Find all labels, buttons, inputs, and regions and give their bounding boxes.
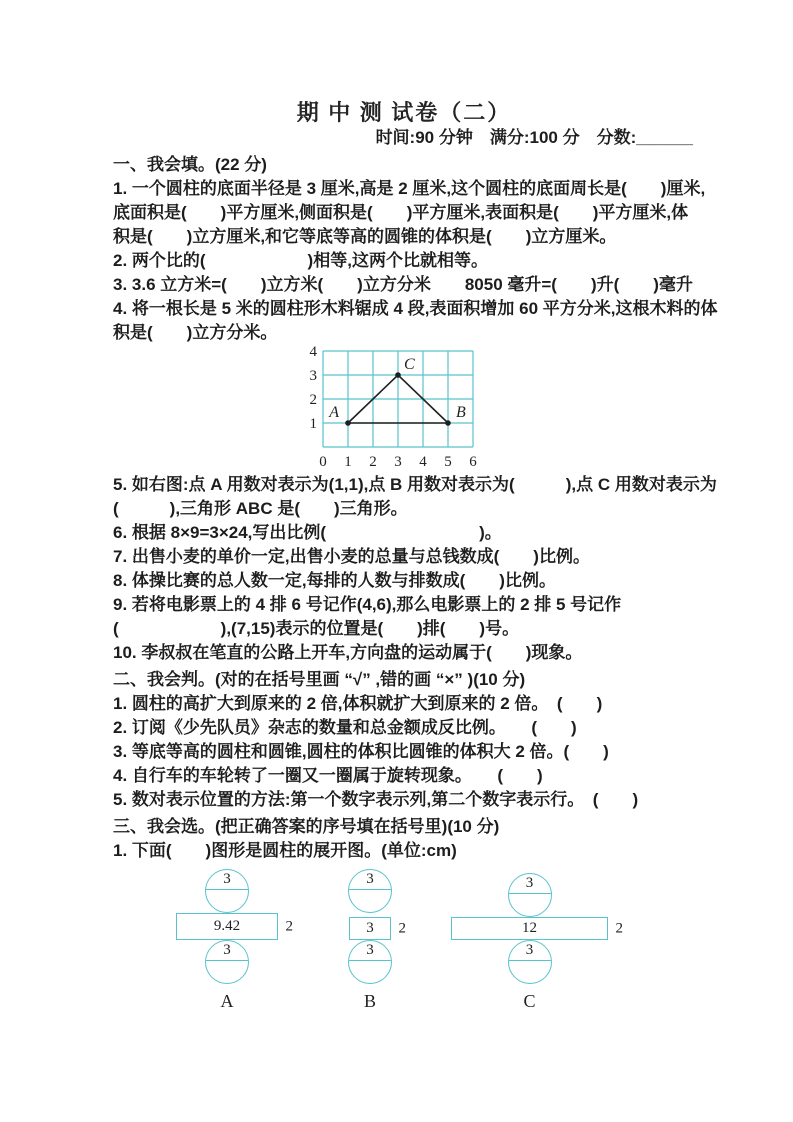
judge-4: 4. 自行车的车轮转了一圈又一圈属于旋转现象。 ( ) [113,766,543,785]
point-c-dot [395,372,401,378]
x-tick-4: 4 [419,454,427,470]
cylinder-net-option-c [450,873,623,1012]
option-b-lateral-rect [349,917,406,940]
cylinder-net-option-a [175,869,293,1012]
point-a-dot [345,420,351,426]
option-b-top-circle [348,869,392,913]
exam-meta-line: 时间:90 分钟 满分:100 分 分数:______ [375,128,693,147]
option-a-lateral-rect [176,913,293,940]
option-c-bottom-circle [508,940,552,984]
page-content [113,100,718,1014]
q9-line1: 9. 若将电影票上的 4 排 6 号记作(4,6),那么电影票上的 2 排 5 号记作 [113,595,622,614]
y-tick-2: 2 [309,392,317,408]
x-tick-1: 1 [344,454,352,470]
x-tick-0: 0 [319,454,327,470]
option-a-top-diameter-value: 3 [223,871,231,887]
q4-line1: 4. 将一根长是 5 米的圆柱形木料锯成 4 段,表面积增加 60 平方分米,这根木料的体 [113,299,718,318]
option-c-top-circle [508,873,552,917]
section1-heading: 一、我会填。(22 分) [113,155,267,174]
q1-line1: 1. 一个圆柱的底面半径是 3 厘米,高是 2 厘米,这个圆柱的底面周长是( )厘米, [113,179,706,198]
option-c-rect-value: 12 [522,920,537,936]
q8-line: 8. 体操比赛的总人数一定,每排的人数与排数成( )比例。 [113,571,556,590]
q4-line2: 积是( )立方分米。 [113,323,278,342]
choice-q1-line: 1. 下面( )图形是圆柱的展开图。(单位:cm) [113,841,457,860]
option-c-height-value: 2 [615,920,623,936]
section2-heading: 二、我会判。(对的在括号里画 “√” ,错的画 “×” )(10 分) [113,670,526,689]
option-b-letter: B [363,991,376,1011]
grid-lines [323,351,473,447]
section3-heading: 三、我会选。(把正确答案的序号填在括号里)(10 分) [113,817,500,836]
page-title: 期 中 测 试卷（二） [296,100,512,125]
diameter-line-icon [509,960,551,961]
y-tick-4: 4 [309,345,317,360]
option-c-lateral-rect [451,917,623,940]
coordinate-grid-figure [293,345,493,473]
diameter-line-icon [206,889,248,890]
q9-line2: ( ),(7,15)表示的位置是( )排( )号。 [113,619,520,638]
option-a-letter: A [220,991,234,1011]
q2-line: 2. 两个比的( )相等,这两个比就相等。 [113,251,488,270]
y-tick-3: 3 [309,368,317,384]
judge-3: 3. 等底等高的圆柱和圆锥,圆柱的体积比圆锥的体积大 2 倍。( ) [113,742,609,761]
y-tick-1: 1 [309,416,317,432]
option-c-top-diameter-value: 3 [525,875,534,891]
cylinder-net-options [113,869,695,1014]
point-b-label: B [456,404,466,421]
option-b-bottom-diameter-value: 3 [366,942,374,958]
x-tick-6: 6 [469,454,477,470]
q5-line1: 5. 如右图:点 A 用数对表示为(1,1),点 B 用数对表示为( ),点 C 用数对表示为 [113,475,717,494]
option-b-bottom-circle [348,940,392,984]
q3-line: 3. 3.6 立方米=( )立方米( )立方分米 8050 毫升=( )升( )毫升 [113,275,693,294]
option-a-height-value: 2 [285,918,293,934]
judge-1: 1. 圆柱的高扩大到原来的 2 倍,体积就扩大到原来的 2 倍。 ( ) [113,694,603,713]
diameter-line-icon [206,960,248,961]
diameter-line-icon [349,889,391,890]
cylinder-net-option-b [348,869,406,1012]
option-b-rect-value: 3 [366,920,374,936]
q7-line: 7. 出售小麦的单价一定,出售小麦的总量与总钱数成( )比例。 [113,547,590,566]
option-c-bottom-diameter-value: 3 [525,942,534,958]
point-b-dot [445,420,451,426]
x-tick-3: 3 [394,454,402,470]
x-tick-2: 2 [369,454,377,470]
diameter-line-icon [349,960,391,961]
diameter-line-icon [509,893,551,894]
judge-5: 5. 数对表示位置的方法:第一个数字表示列,第二个数字表示行。 ( ) [113,790,639,809]
q1-line2: 底面积是( )平方厘米,侧面积是( )平方厘米,表面积是( )平方厘米,体 [113,203,689,222]
option-a-rect-value: 9.42 [213,918,241,934]
point-c-label: C [404,356,415,373]
q6-line: 6. 根据 8×9=3×24,写出比例( )。 [113,523,502,542]
q5-line2: ( ),三角形 ABC 是( )三角形。 [113,499,408,518]
q1-line3: 积是( )立方厘米,和它等底等高的圆锥的体积是( )立方厘米。 [113,227,617,246]
q10-line: 10. 李叔叔在笔直的公路上开车,方向盘的运动属于( )现象。 [113,643,583,662]
option-a-bottom-diameter-value: 3 [223,942,231,958]
option-a-top-circle [205,869,249,913]
option-b-height-value: 2 [398,920,406,936]
option-a-bottom-circle [205,940,249,984]
judge-2: 2. 订阅《少先队员》杂志的数量和总金额成反比例。 ( ) [113,718,577,737]
point-a-label: A [329,404,339,421]
option-c-letter: C [523,991,536,1011]
option-b-top-diameter-value: 3 [366,871,374,887]
x-tick-5: 5 [444,454,452,470]
